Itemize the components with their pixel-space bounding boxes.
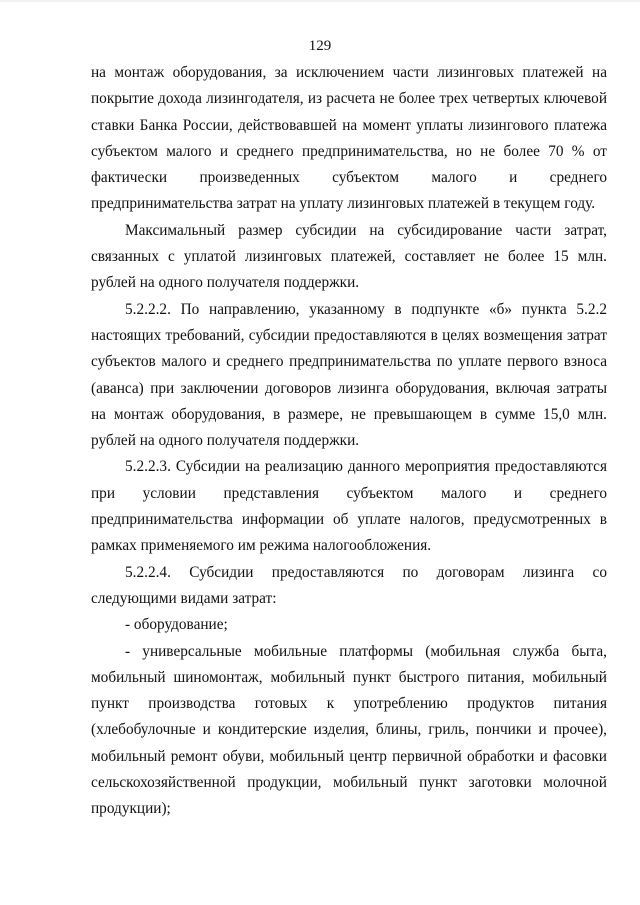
paragraph-5-2-2-3: 5.2.2.3. Субсидии на реализацию данного мероприятия предоставляются при условии представления субъектом малого и среднего предпринимательства информации об уплате налогов, предусмотренных в рамках применяемого им режима налогообложения. — [91, 458, 607, 555]
list-item-equipment: - оборудование; — [125, 616, 228, 634]
paragraph-continuation: на монтаж оборудования, за исключением части лизинговых платежей на покрытие дохода лизингодателя, из расчета не более трех четвертых ключевой ставки Банка России, действовавшей на момент уплаты лизингового платежа субъектом малого и среднего предпринимательства, но не более 70 % от фактически произведенных субъектом малого и среднего предпринимательства затрат на уплату лизинговых платежей в текущем году. — [91, 64, 607, 213]
paragraph-5-2-2-2: 5.2.2.2. По направлению, указанному в подпункте «б» пункта 5.2.2 настоящих требований, субсидии предоставляются в целях возмещения затрат субъектов малого и среднего предпринимательства по уплате первого взноса (аванса) при заключении договоров лизинга оборудования, включая затраты на монтаж оборудования, в размере, не превышающем в сумме 15,0 млн. рублей на одного получателя поддержки. — [91, 300, 607, 450]
list-item-mobile-platforms: - универсальные мобильные платформы (мобильная служба быта, мобильный шиномонтаж, мобильный пункт быстрого питания, мобильный пункт производства готовых к употреблению продуктов питания (хлебобулочные и кондитерские изделия, блины, гриль, пончики и прочее), мобильный ремонт обуви, мобильный центр первичной обработки и фасовки сельскохозяйственной продукции, мобильный пункт заготовки молочной продукции); — [91, 642, 607, 818]
scan-edge-line — [0, 0, 640, 2]
page-number: 129 — [308, 38, 332, 54]
paragraph-max-subsidy: Максимальный размер субсидии на субсидирование части затрат, связанных с уплатой лизинговых платежей, составляет не более 15 млн. рублей на одного получателя поддержки. — [91, 221, 607, 292]
document-body — [91, 60, 607, 823]
paragraph-5-2-2-4: 5.2.2.4. Субсидии предоставляются по договорам лизинга со следующими видами затрат: — [91, 563, 607, 607]
